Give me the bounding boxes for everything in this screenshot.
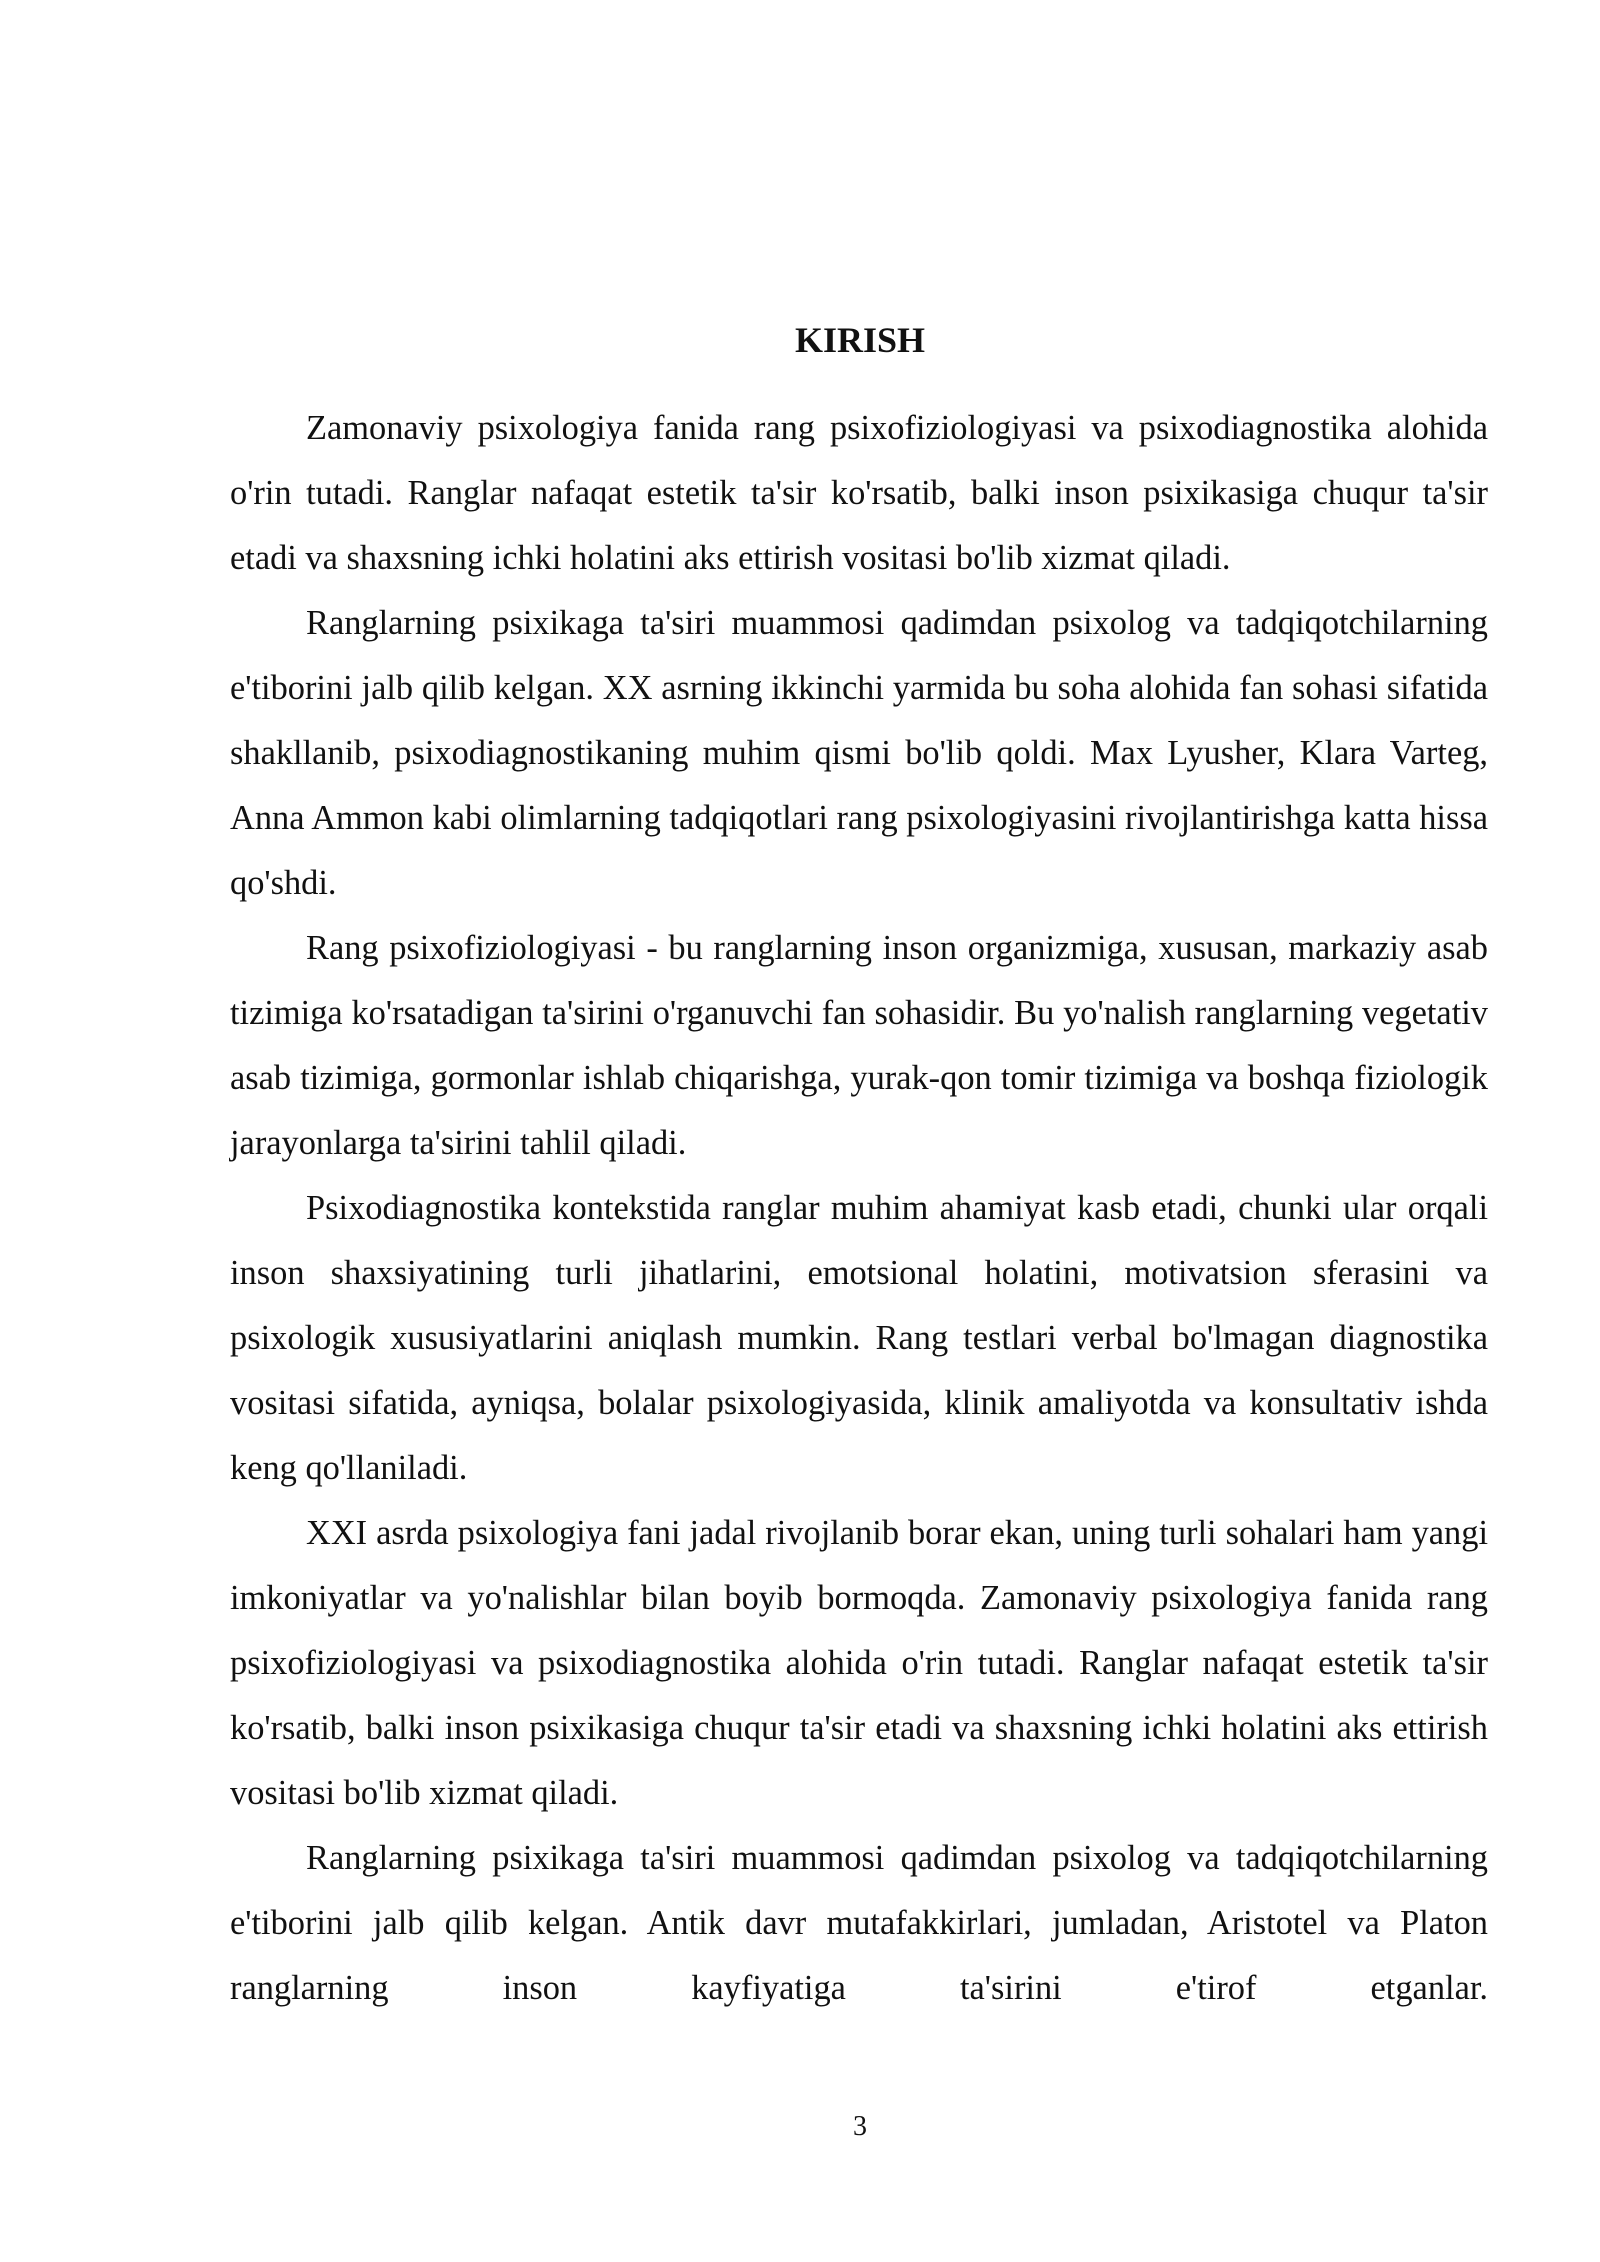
paragraph-3: Rang psixofiziologiyasi - bu ranglarning inson organizmiga, xususan, markaziy asab tizimiga ko'rsatadigan ta'sirini o'rganuvchi fan sohasidir. Bu yo'nalish ranglarning vegetativ asab tizimiga, gormonlar ishlab chiqarishga, yurak-qon tomir tizimiga va boshqa fiziologik jarayonlarga ta'sirini tahlil qiladi. (230, 929, 1488, 1162)
section-heading: KIRISH (794, 320, 926, 360)
body-text (230, 396, 1488, 2021)
paragraph-5: XXI asrda psixologiya fani jadal rivojlanib borar ekan, uning turli sohalari ham yangi imkoniyatlar va yo'nalishlar bilan boyib bormoqda. Zamonaviy psixologiya fanida rang psixofiziologiyasi va psixodiagnostika alohida o'rin tutadi. Ranglar nafaqat estetik ta'sir ko'rsatib, balki inson psixikasiga chuqur ta'sir etadi va shaxsning ichki holatini aks ettirish vositasi bo'lib xizmat qiladi. (230, 1514, 1488, 1812)
paragraph-1: Zamonaviy psixologiya fanida rang psixofiziologiyasi va psixodiagnostika alohida o'rin tutadi. Ranglar nafaqat estetik ta'sir ko'rsatib, balki inson psixikasiga chuqur ta'sir etadi va shaxsning ichki holatini aks ettirish vositasi bo'lib xizmat qiladi. (230, 409, 1488, 577)
paragraph-2: Ranglarning psixikaga ta'siri muammosi qadimdan psixolog va tadqiqotchilarning e'tiborini jalb qilib kelgan. XX asrning ikkinchi yarmida bu soha alohida fan sohasi sifatida shakllanib, psixodiagnostikaning muhim qismi bo'lib qoldi. Max Lyusher, Klara Varteg, Anna Ammon kabi olimlarning tadqiqotlari rang psixologiyasini rivojlantirishga katta hissa qo'shdi. (230, 604, 1488, 902)
paragraph-6: Ranglarning psixikaga ta'siri muammosi qadimdan psixolog va tadqiqotchilarning e'tiborini jalb qilib kelgan. Antik davr mutafakkirlari, jumladan, Aristotel va Platon ranglarning inson kayfiyatiga ta'sirini e'tirof etganlar. (230, 1839, 1488, 2007)
paragraph-4: Psixodiagnostika kontekstida ranglar muhim ahamiyat kasb etadi, chunki ular orqali inson shaxsiyatining turli jihatlarini, emotsional holatini, motivatsion sferasini va psixologik xususiyatlarini aniqlash mumkin. Rang testlari verbal bo'lmagan diagnostika vositasi sifatida, ayniqsa, bolalar psixologiyasida, klinik amaliyotda va konsultativ ishda keng qo'llaniladi. (230, 1189, 1488, 1487)
page-number: 3 (853, 2111, 867, 2142)
